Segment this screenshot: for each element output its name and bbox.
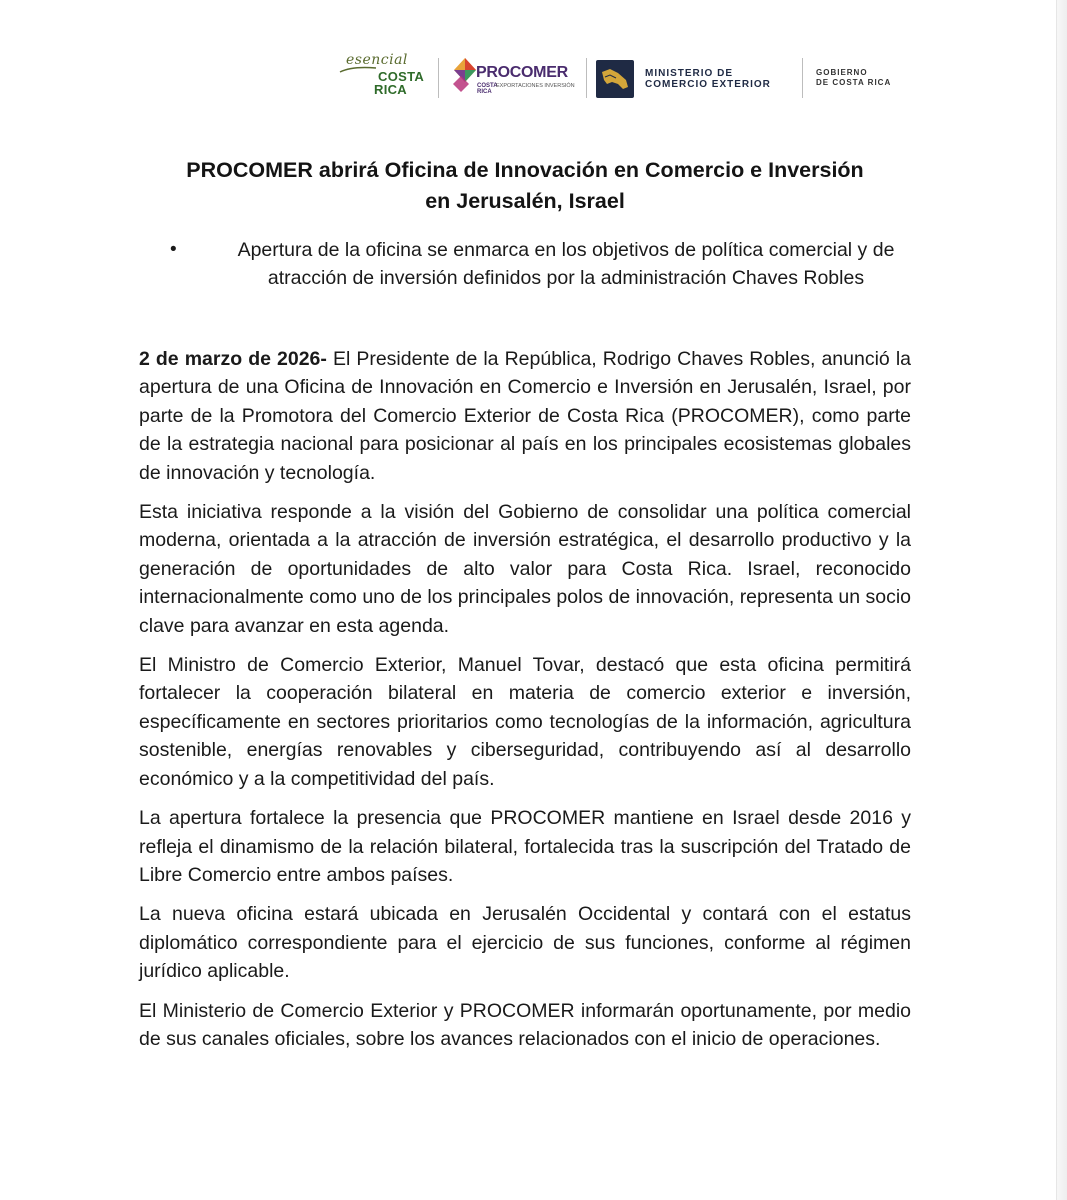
- comex-logo: [596, 60, 796, 100]
- paragraph: Esta iniciativa responde a la visión del Gobierno de consolidar una política comercial moderna, orientada a la atracción de inversión estratégica, el desarrollo productivo y la generación de oportunidades de alto valor para Costa Rica. Israel, reconocido internacionalmente como uno de los principales polos de innovación, representa un socio clave para avanzar en esta agenda.: [139, 501, 911, 637]
- title-line2: en Jerusalén, Israel: [425, 189, 625, 213]
- procomer-wordmark: PROCOMER: [476, 64, 568, 81]
- paragraph: La nueva oficina estará ubicada en Jerusalén Occidental y contará con el estatus diplomático correspondiente para el ejercicio de sus funciones, conforme al régimen jurídico aplicable.: [139, 903, 911, 983]
- subtitle-bullet: [170, 236, 930, 292]
- page-title: [100, 155, 950, 217]
- logo-divider: [802, 58, 803, 98]
- logo-header: [338, 52, 908, 102]
- comex-wordmark: [645, 68, 771, 90]
- bullet-text: Apertura de la oficina se enmarca en los objetivos de política comercial y de atracción de inversión definidos por la administración Chaves Robles: [237, 239, 895, 289]
- article-body: [139, 345, 911, 1064]
- logo-divider: [586, 58, 587, 98]
- gobierno-line1: GOBIERNO: [816, 68, 868, 77]
- costa-rica-map-icon: [596, 60, 634, 98]
- procomer-logo: [450, 54, 590, 100]
- procomer-sub-rica: RICA: [477, 89, 492, 95]
- comex-line1: MINISTERIO DE: [645, 68, 734, 79]
- title-line1: PROCOMER abrirá Oficina de Innovación en Comercio e Inversión: [186, 158, 864, 182]
- paragraph: [139, 345, 911, 487]
- gobierno-line2: DE COSTA RICA: [816, 78, 892, 87]
- page-edge: [1056, 0, 1067, 1200]
- esencial-costa: COSTA: [378, 69, 425, 84]
- procomer-sub-costa: COSTA: [477, 83, 498, 89]
- bullet-icon: •: [170, 239, 177, 260]
- paragraph-text: El Presidente de la República, Rodrigo Chaves Robles, anunció la apertura de una Oficina de Innovación en Comercio e Inversión en Jerusalén, Israel, por parte de la Promotora del Comercio Exterior de Costa Rica (PROCOMER), como parte de la estrategia nacional para posicionar al país en los principales ecosistemas globales de innovación y tecnología.: [139, 348, 911, 484]
- esencial-costa-rica-logo: [338, 52, 428, 102]
- paragraph: La apertura fortalece la presencia que PROCOMER mantiene en Israel desde 2016 y refleja el dinamismo de la relación bilateral, fortalecida tras la suscripción del Tratado de Libre Comercio entre ambos países.: [139, 807, 911, 886]
- logo-divider: [438, 58, 439, 98]
- esencial-rica: RICA: [374, 82, 407, 97]
- comex-line2: COMERCIO EXTERIOR: [645, 79, 771, 90]
- esencial-script: esencial: [346, 52, 408, 68]
- gobierno-logo: [816, 68, 891, 88]
- procomer-costa-rica: [477, 83, 498, 95]
- dateline: 2 de marzo de 2026-: [139, 348, 327, 370]
- procomer-tagline: EXPORTACIONES INVERSIÓN: [496, 83, 575, 89]
- paragraph: El Ministerio de Comercio Exterior y PROCOMER informarán oportunamente, por medio de sus canales oficiales, sobre los avances relacionados con el inicio de operaciones.: [139, 999, 911, 1050]
- paragraph: El Ministro de Comercio Exterior, Manuel Tovar, destacó que esta oficina permitirá fortalecer la cooperación bilateral en materia de comercio exterior e inversión, específicamente en sectores prioritarios como tecnologías de la información, agricultura sostenible, energías renovables y ciberseguridad, contribuyendo así al desarrollo económico y a la competitividad del país.: [139, 654, 911, 790]
